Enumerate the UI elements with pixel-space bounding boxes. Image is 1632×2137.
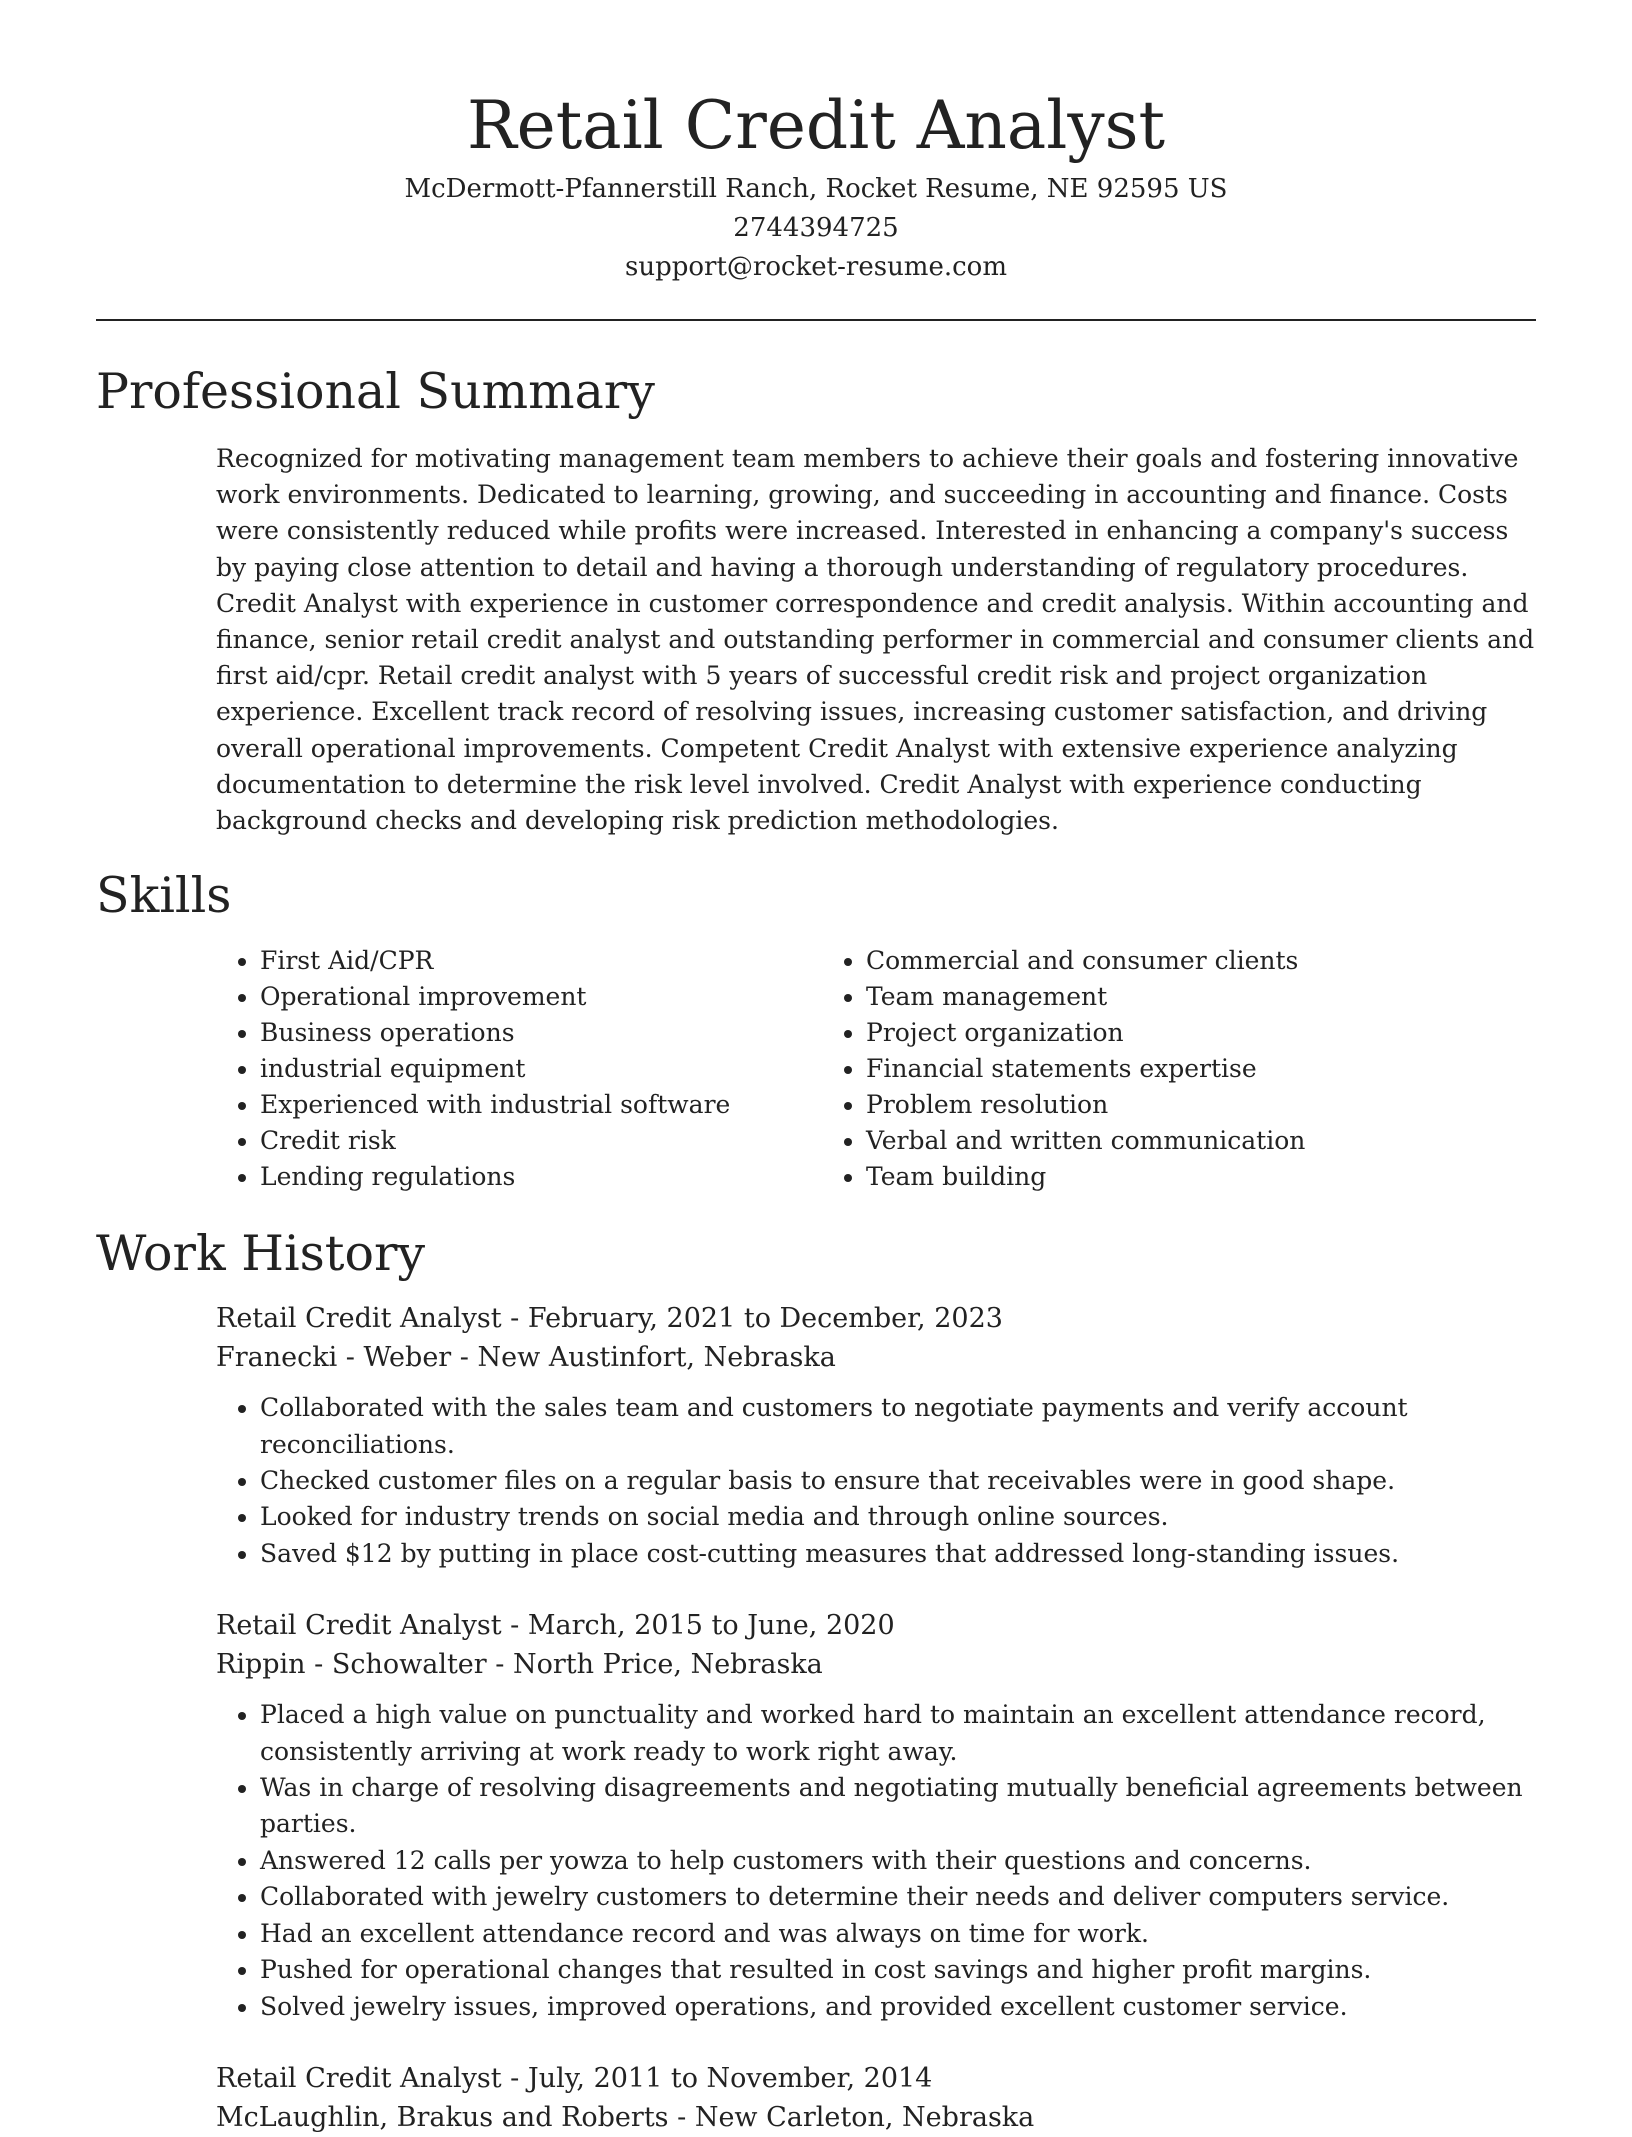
resume-page — [96, 0, 1536, 2137]
job-bullet: • Looked for industry trends on social media and through online sources. — [260, 1499, 1536, 1535]
skill-item: • Project organization — [866, 1015, 1428, 1051]
job-role: Retail Credit Analyst — [216, 1303, 502, 1335]
skill-item: • industrial equipment — [260, 1051, 822, 1087]
job-bullet: • Saved $12 by putting in place cost-cutting measures that addressed long-standing issues. — [260, 1536, 1536, 1572]
job-bullet: • Collaborated with jewelry customers to determine their needs and deliver computers service. — [260, 1879, 1536, 1915]
job-title-line: Retail Credit Analyst - February, 2021 to December, 2023 — [216, 1303, 1003, 1335]
job-location: North Price, Nebraska — [512, 1649, 823, 1681]
job-company: Franecki - Weber — [216, 1342, 452, 1374]
skill-item: • Operational improvement — [260, 979, 822, 1015]
skill-item: • Business operations — [260, 1015, 822, 1051]
job-location: New Carleton, Nebraska — [694, 2101, 1035, 2133]
skill-item: • Lending regulations — [260, 1159, 822, 1195]
job-title-line: Retail Credit Analyst - July, 2011 to November, 2014 — [216, 2062, 933, 2094]
candidate-name: Retail Credit Analyst — [466, 87, 1166, 164]
skill-item: • Commercial and consumer clients — [866, 943, 1428, 979]
resume-header — [96, 0, 1536, 287]
skill-item: • Team management — [866, 979, 1428, 1015]
work-history-section — [96, 1223, 1536, 2137]
job-entry — [216, 2059, 1536, 2137]
work-history-heading: Work History — [96, 1225, 426, 1283]
contact-address: McDermott-Pfannerstill Ranch, Rocket Resume, NE 92595 US — [404, 174, 1228, 204]
job-bullet: • Answered 12 calls per yowza to help customers with their questions and concerns. — [260, 1843, 1536, 1879]
job-bullet-list — [216, 1697, 1536, 2025]
job-bullet: • Was in charge of resolving disagreements and negotiating mutually beneficial agreements between parties. — [260, 1770, 1536, 1843]
job-bullet-list — [216, 1390, 1536, 1572]
job-company: McLaughlin, Brakus and Roberts — [216, 2101, 669, 2133]
skills-heading: Skills — [96, 867, 232, 925]
skills-section — [96, 865, 1536, 1195]
job-spacer — [96, 2025, 1536, 2041]
skills-grid — [216, 943, 1536, 1195]
skill-item: • Credit risk — [260, 1123, 822, 1159]
skill-item: • Verbal and written communication — [866, 1123, 1428, 1159]
job-bullet: • Solved jewelry issues, improved operations, and provided excellent customer service. — [260, 1989, 1536, 2025]
job-company: Rippin - Schowalter — [216, 1649, 487, 1681]
header-divider — [96, 319, 1536, 321]
job-company-line: McLaughlin, Brakus and Roberts - New Carleton, Nebraska — [216, 2101, 1035, 2133]
job-bullet: • Placed a high value on punctuality and worked hard to maintain an excellent attendance record, consistently arriving at work ready to work right away. — [260, 1697, 1536, 1770]
job-dates: February, 2021 to December, 2023 — [527, 1303, 1003, 1335]
skill-item: • Financial statements expertise — [866, 1051, 1428, 1087]
skill-item: • Experienced with industrial software — [260, 1087, 822, 1123]
job-title-line: Retail Credit Analyst - March, 2015 to June, 2020 — [216, 1610, 895, 1642]
job-entry — [216, 1606, 1536, 2025]
job-role: Retail Credit Analyst — [216, 1610, 502, 1642]
job-bullet: • Pushed for operational changes that resulted in cost savings and higher profit margins. — [260, 1952, 1536, 1988]
job-location: New Austinfort, Nebraska — [477, 1342, 836, 1374]
skills-column-right — [822, 943, 1428, 1195]
job-role: Retail Credit Analyst — [216, 2062, 502, 2094]
skill-item: • First Aid/CPR — [260, 943, 822, 979]
job-entry — [216, 1299, 1536, 1572]
contact-email: support@rocket-resume.com — [624, 252, 1007, 282]
skills-column-left — [216, 943, 822, 1195]
skill-item: • Team building — [866, 1159, 1428, 1195]
job-dates: July, 2011 to November, 2014 — [527, 2062, 933, 2094]
contact-phone: 2744394725 — [733, 213, 899, 243]
job-company-line: Franecki - Weber - New Austinfort, Nebraska — [216, 1342, 836, 1374]
summary-heading: Professional Summary — [96, 363, 655, 420]
job-company-line: Rippin - Schowalter - North Price, Nebraska — [216, 1649, 823, 1681]
job-spacer — [96, 1572, 1536, 1588]
job-bullet: • Collaborated with the sales team and customers to negotiate payments and verify account reconciliations. — [260, 1390, 1536, 1463]
summary-section — [96, 361, 1536, 839]
job-dates: March, 2015 to June, 2020 — [527, 1610, 895, 1642]
skill-item: • Problem resolution — [866, 1087, 1428, 1123]
job-bullet: • Checked customer files on a regular basis to ensure that receivables were in good shape. — [260, 1463, 1536, 1499]
job-bullet: • Had an excellent attendance record and was always on time for work. — [260, 1916, 1536, 1952]
summary-paragraph: Recognized for motivating management team members to achieve their goals and fostering innovative work environments. Dedicated to learning, growing, and succeeding in accounting and finance. Costs were consistently reduced while profits were increased. Interested in enhancing a company's success by paying close attention to detail and having a thorough understanding of regulatory procedures. Credit Analyst with experience in customer correspondence and credit analysis. Within accounting and finance, senior retail credit analyst and outstanding performer in commercial and consumer clients and first aid/cpr. Retail credit analyst with 5 years of successful credit risk and project organization experience. Excellent track record of resolving issues, increasing customer satisfaction, and driving overall operational improvements. Competent Credit Analyst with extensive experience analyzing documentation to determine the risk level involved. Credit Analyst with experience conducting background checks and developing risk prediction methodologies. — [216, 444, 1535, 836]
